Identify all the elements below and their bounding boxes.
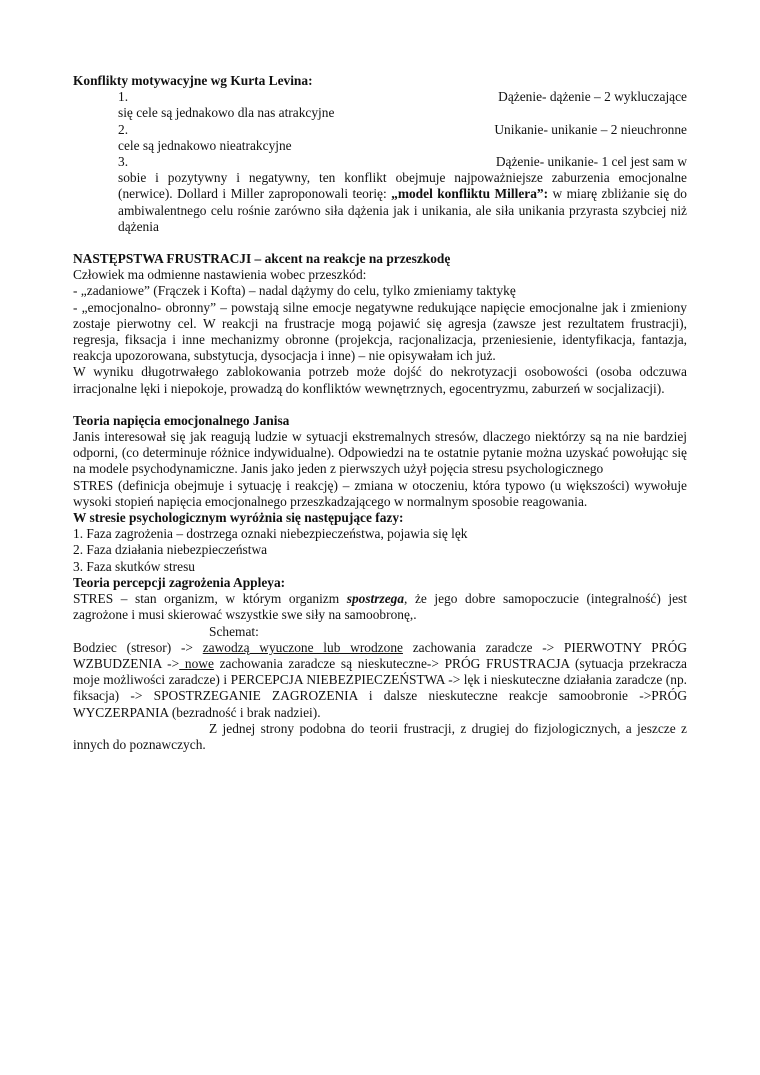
list-item — [118, 154, 687, 235]
list-item — [118, 89, 687, 121]
phase-item: 3. Faza skutków stresu — [73, 558, 195, 574]
item-number: 3. — [118, 154, 129, 170]
paragraph: Z jednej strony podobna do teorii frustracji, z drugiej do fizjologicznych, a jeszcze z innych do poznawczych. — [73, 720, 687, 752]
paragraph: Bodziec (stresor) -> zawodzą wyuczone lub wrodzone zachowania zaradcze -> PIERWOTNY PRÓG WZBUDZENIA -> nowe zachowania zaradcze są nieskuteczne-> PRÓG FRUSTRACJA (sytuacja przekracza moje możliwości zaradcze) i PERCEPCJA NIEBEZPIECZEŃSTWA -> lęk i nieskuteczne działania zaradcze (np. fiksacja) -> SPOSTRZEGANIE ZAGROZENIA i dalsze nieskuteczne reakcje samoobronie ->PRÓG WYCZERPANIA (bezradność i brak nadziei). — [73, 639, 688, 720]
heading-appley: Teoria percepcji zagrożenia Appleya: — [73, 574, 286, 590]
item-title: Unikanie- unikanie – 2 nieuchronne — [494, 121, 687, 137]
phase-item: 2. Faza działania niebezpieczeństwa — [73, 542, 268, 558]
paragraph: W wyniku długotrwałego zablokowania potrzeb może dojść do nekrotyzacji osobowości (osoba odczuwa irracjonalne lęki i niepokoje, prowadzą do konfliktów wewnętrznych, egocentryzmu, zaburzeń w socjalizacji). — [73, 364, 687, 396]
heading-levin: Konflikty motywacyjne wg Kurta Levina: — [73, 73, 313, 88]
underlined-phrase: nowe — [179, 655, 214, 671]
paragraph: STRES (definicja obejmuje i sytuację i reakcję) – zmiana w otoczeniu, która typowo (u większości) wywołuje wysoki stopień napięcia emocjonalnego przeszkadzającego w normalnym sposobie reagowania. — [73, 477, 687, 509]
underlined-phrase: zawodzą wyuczone lub wrodzone — [202, 639, 403, 655]
heading-phases: W stresie psychologicznym wyróżnia się następujące fazy: — [73, 510, 404, 526]
miller-model-term: „model konfliktu Millera”: — [391, 186, 549, 202]
schema-label: Schemat: — [209, 623, 259, 639]
paragraph: - „zadaniowe” (Frączek i Kofta) – nadal dążymy do celu, tylko zmieniamy taktykę — [73, 283, 516, 299]
paragraph: Janis interesował się jak reagują ludzie w sytuacji ekstremalnych stresów, dlaczego niektórzy są na nie bardziej odporni, (co determinuje różnice indywidualne). Odpowiedzi na te ostatnie pytanie można uzyskać powołując się na modele psychodynamiczne. Janis jako jeden z pierwszych użył pojęcia stresu psychologicznego — [73, 429, 687, 477]
item-title: Dążenie- unikanie- 1 cel jest sam w — [495, 154, 687, 170]
phase-item: 1. Faza zagrożenia – dostrzega oznaki niebezpieczeństwa, pojawia się lęk — [73, 526, 468, 542]
list-item — [118, 122, 687, 154]
document-body — [73, 73, 687, 753]
emphasis-term: spostrzega — [346, 591, 405, 607]
paragraph: - „emocjonalno- obronny” – powstają silne emocje negatywne redukujące napięcie emocjonalne jak i zmieniony zostaje pierwotny cel. W reakcji na frustracje mogą pojawić się agresja (zawsze jest rezultatem frustracji), regresja, fiksacja i inne mechanizmy obronne (projekcja, racjonalizacja, przeniesienie, identyfikacja, fantazja, reakcja upozorowana, substytucja, dysocjacja i inne) – nie opisywałam ich już. — [73, 299, 687, 364]
item-text: cele są jednakowo nieatrakcyjne — [118, 137, 292, 153]
item-number: 1. — [118, 89, 129, 105]
heading-frustration: NASTĘPSTWA FRUSTRACJI – akcent na reakcje na przeszkodę — [73, 251, 451, 267]
item-text: sobie i pozytywny i negatywny, ten konflikt obejmuje najpoważniejsze zaburzenia emocjonalne (nerwice). Dollard i Miller zaproponowali teorię: „model konfliktu Millera”: w miarę zbliżanie się do ambiwalentnego celu rośnie zarówno siła dążenia jak i unikania, ale siła unikania przyrasta szybciej niż dążenia — [118, 170, 687, 234]
heading-janis: Teoria napięcia emocjonalnego Janisa — [73, 412, 290, 428]
item-title: Dążenie- dążenie – 2 wykluczające — [498, 89, 687, 105]
item-text: się cele są jednakowo dla nas atrakcyjne — [118, 105, 335, 121]
paragraph: Człowiek ma odmienne nastawienia wobec przeszkód: — [73, 267, 367, 283]
item-number: 2. — [118, 121, 129, 137]
paragraph: STRES – stan organizm, w którym organizm spostrzega, że jego dobre samopoczucie (integralność) jest zagrożone i musi skierować wszystkie swe siły na samoobronę,. — [73, 591, 687, 623]
